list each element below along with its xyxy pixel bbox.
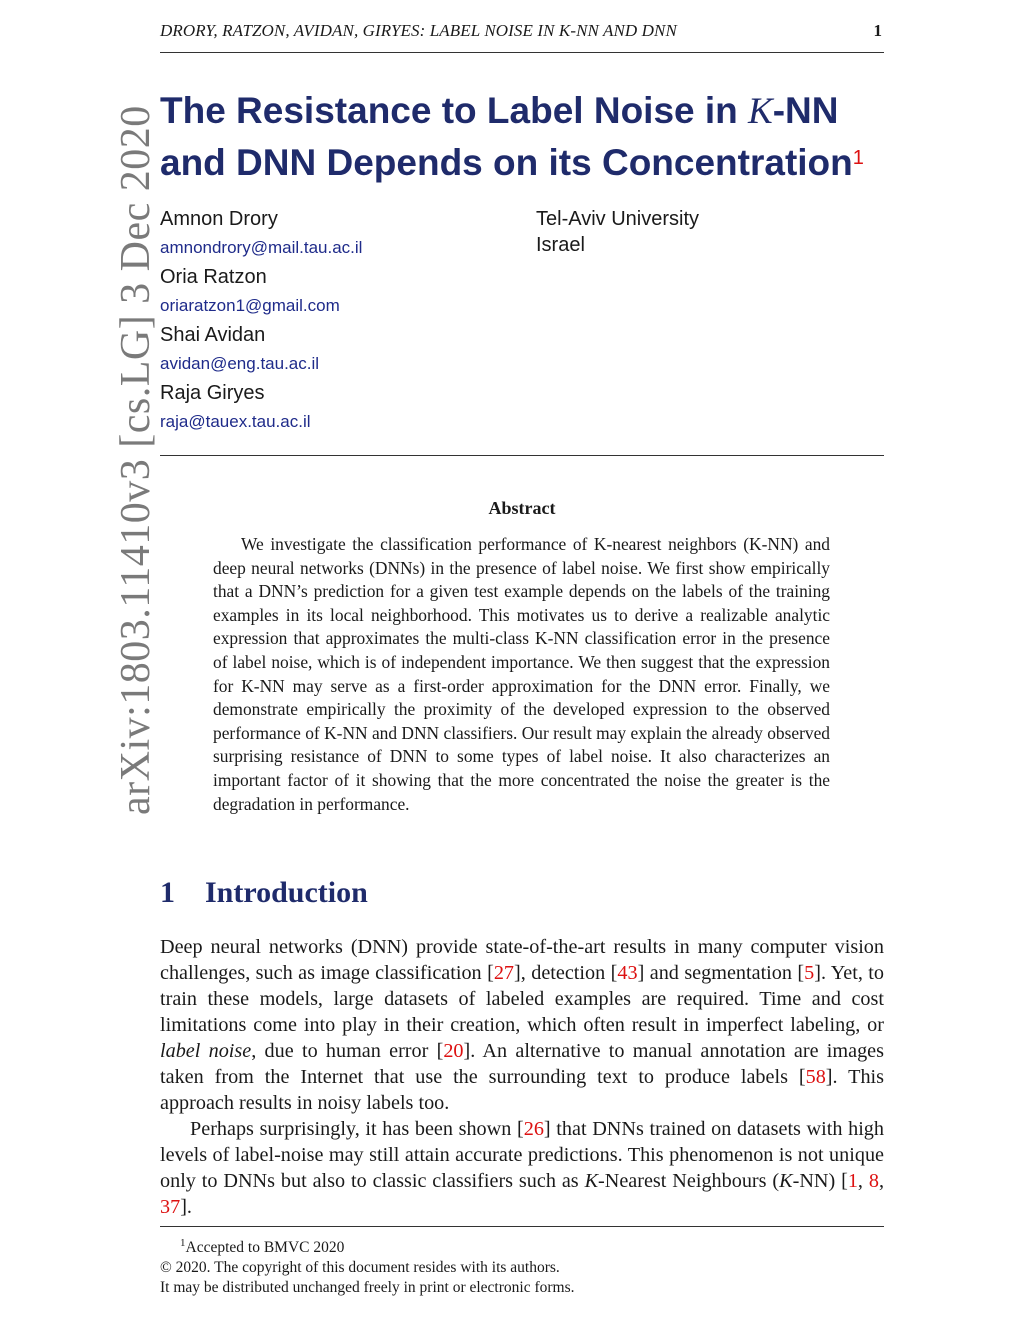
header-rule [160,52,884,53]
text-run: ]. [180,1196,192,1218]
author-name: Oria Ratzon [160,266,267,288]
author-list [160,206,362,438]
text-run: ] and segmentation [ [637,962,805,984]
section-title: Introduction [205,876,368,909]
text-run: Deep neural networks (DNN) provide state-of-the-art results in many computer vision challenges, such as image classification [ [160,936,884,984]
title-divider [160,455,884,456]
author-email[interactable]: amnondrory@mail.tau.ac.il [160,238,363,257]
citation-link[interactable]: 8 [868,1170,879,1192]
introduction-body [160,934,884,1220]
author-name: Amnon Drory [160,208,278,230]
author-name: Raja Giryes [160,382,265,404]
text-run: ]. An alternative to manual annotation are images taken from the Internet that use the surrounding text to produce labels [ [160,1040,884,1088]
citation-link[interactable]: 27 [493,962,515,984]
emphasis-label-noise: label noise [160,1040,252,1062]
intro-paragraph-2 [160,1116,884,1220]
footnotes [160,1233,575,1298]
text-run: , [878,1170,885,1192]
footnote-1 [160,1233,575,1258]
author-name: Shai Avidan [160,324,266,346]
text-run: -Nearest Neighbours ( [598,1170,780,1192]
copyright-notice: © 2020. The copyright of this document resides with its authors. [160,1259,560,1277]
affiliation-country: Israel [536,234,585,256]
affiliation-institution: Tel-Aviv University [536,208,699,230]
citation-link[interactable]: 1 [847,1170,858,1192]
paper-title [160,85,900,188]
text-run: ], detection [ [514,962,618,984]
author-email[interactable]: oriaratzon1@gmail.com [160,296,340,315]
intro-paragraph-1 [160,934,884,1116]
k-variable: K [584,1170,599,1192]
text-run: ]. This approach results in noisy labels too. [160,1066,885,1114]
title-line-2-text: and DNN Depends on its Concentration [160,142,853,183]
author-email[interactable]: raja@tauex.tau.ac.il [160,412,311,431]
section-heading [160,876,368,910]
text-run: Perhaps surprisingly, it has been shown [ [190,1118,524,1140]
title-footnote-mark[interactable]: 1 [852,147,864,169]
arxiv-stamp: arXiv:1803.11410v3 [cs.LG] 3 Dec 2020 [113,105,159,815]
footnote-rule [160,1226,884,1227]
footnote-1-text: Accepted to BMVC 2020 [185,1239,345,1257]
page-number: 1 [873,21,882,40]
title-line-2 [160,137,900,188]
author-email[interactable]: avidan@eng.tau.ac.il [160,354,320,373]
title-line-1-pre: The Resistance to Label Noise in [160,90,749,131]
text-run: , [857,1170,869,1192]
citation-link[interactable]: 37 [160,1196,181,1218]
distribution-notice: It may be distributed unchanged freely in print or electronic forms. [160,1279,575,1297]
k-variable: K [779,1170,793,1192]
section-number: 1 [160,876,175,909]
citation-link[interactable]: 26 [523,1118,544,1140]
citation-link[interactable]: 20 [443,1040,464,1062]
title-line-1-post: -NN [772,90,839,131]
text-run: , due to human error [ [251,1040,444,1062]
text-run: ]. Yet, to train these models, large datasets of labeled examples are required. Time and cost limitations come into play in their creation, which often result in imperfect labeling, or [160,962,885,1036]
abstract-text: We investigate the classification performance of K-nearest neighbors (K-NN) and deep neural networks (DNNs) in the presence of label noise. We first show empirically that a DNN’s prediction for a given test example depends on the labels of the training examples in its local neighborhood. This motivates us to derive a realizable analytic expression that approximates the multi-class K-NN classification error in the presence of label noise, which is of independent importance. We then suggest that the expression for K-NN may serve as a first-order approximation for the DNN error. Finally, we demonstrate empirically the proximity of the developed expression to the observed performance of K-NN and DNN classifiers. Our result may explain the already observed surprising resistance of DNN to some types of label noise. It also characterizes an important factor of it showing that the more concentrated the noise the greater is the degradation in performance. [213,534,830,814]
citation-link[interactable]: 5 [804,962,815,984]
text-run: -NN) [ [792,1170,848,1192]
citation-link[interactable]: 43 [617,962,638,984]
running-head: DRORY, RATZON, AVIDAN, GIRYES: LABEL NOISE IN K-NN AND DNN [160,21,677,40]
affiliation [536,206,699,258]
title-k-variable: K [748,91,773,132]
abstract-heading: Abstract [488,498,556,518]
title-line-1 [160,85,900,137]
footnote-1-mark: 1 [180,1237,186,1249]
citation-link[interactable]: 58 [805,1066,826,1088]
text-run: ] that DNNs trained on datasets with high levels of label-noise may still attain accurate predictions. This phenomenon is not unique only to DNNs but also to classic classifiers such as [160,1118,884,1192]
